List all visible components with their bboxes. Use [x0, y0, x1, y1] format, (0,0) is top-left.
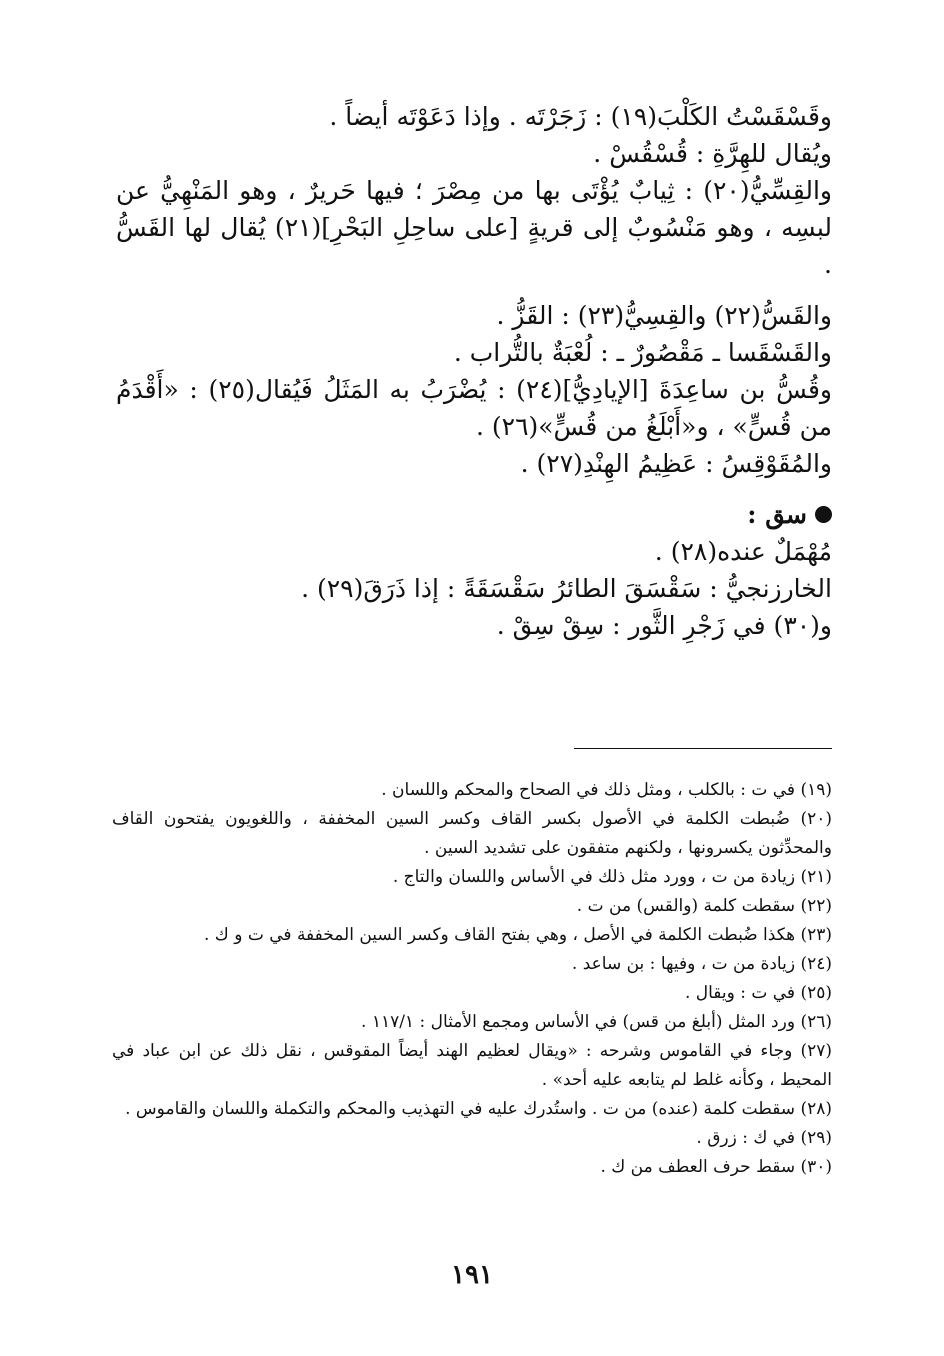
footnote-23: (٢٣) هكذا ضُبطت الكلمة في الأصل ، وهي بفتح القاف وكسر السين المخففة في ت و ك . — [204, 925, 832, 945]
root-heading-saq — [116, 496, 832, 533]
footnote-24: (٢٤) زيادة من ت ، وفيها : بن ساعد . — [571, 954, 832, 974]
entry-alqissi: والقِسِّيُّ(٢٠) : ثِيابٌ يُؤْتَى بها من مِصْرَ ؛ فيها حَريرٌ ، وهو المَنْهِيُّ عن لبسِه ، وهو مَنْسُوبٌ إلى قريةٍ [على ساحِلِ البَحْرِ](٢١) يُقال لها القَسُّ . — [116, 176, 832, 279]
page-number: ١٩١ — [451, 1260, 493, 1290]
entry-saqsaqa: الخارزنجيُّ : سَقْسَقَ الطائرُ سَقْسَقَةً : إذا ذَرَقَ(٢٩) . — [301, 574, 832, 603]
footnote-28: (٢٨) سقطت كلمة (عنده) من ت . واستُدرك عليه في التهذيب والمحكم والتكملة واللسان والقاموس . — [125, 1099, 832, 1119]
footnote-29: (٢٩) في ك : زرق . — [696, 1128, 832, 1148]
entry-alqass-alqazz: والقَسُّ(٢٢) والقِسِيُّ(٢٣) : القَزُّ . — [496, 301, 832, 330]
footnotes — [112, 776, 832, 1182]
footnote-19: (١٩) في ت : بالكلب ، ومثل ذلك في الصحاح والمحكم واللسان . — [381, 780, 832, 800]
entry-zajr-althawr: و(٣٠) في زَجْرِ الثَّور : سِقْ سِقْ . — [496, 611, 832, 640]
footnote-22: (٢٢) سقطت كلمة (والقس) من ت . — [576, 896, 832, 916]
bullet-icon — [815, 506, 832, 523]
entry-qusqus: ويُقال للهِرَّةِ : قُسْقُسْ . — [593, 139, 832, 168]
main-text — [116, 98, 832, 644]
footnote-20: (٢٠) ضُبطت الكلمة في الأصول بكسر القاف وكسر السين المخففة ، واللغويون يفتحون القاف والمحدِّثون يكسرونها ، ولكنهم متفقون على تشديد السين . — [112, 809, 832, 858]
entry-quss-bin-saida: وقُسُّ بن ساعِدَةَ [الإيادِيُّ](٢٤) : يُضْرَبُ به المَثَلُ فَيُقال(٢٥) : «أَقْدَمُ من قُسٍّ» ، و«أَبْلَغُ من قُسٍّ»(٢٦) . — [116, 375, 832, 441]
footnote-30: (٣٠) سقط حرف العطف من ك . — [600, 1157, 832, 1177]
root-heading-label: سق : — [747, 500, 807, 529]
entry-qasqast-alkalb: وقَسْقَسْتُ الكَلْبَ(١٩) : زَجَرْتَه . وإذا دَعَوْتَه أيضاً . — [329, 102, 832, 131]
entry-muhmal: مُهْمَلٌ عنده(٢٨) . — [654, 537, 832, 566]
footnote-25: (٢٥) في ت : ويقال . — [684, 983, 832, 1003]
footnote-26: (٢٦) ورد المثل (أبلغ من قس) في الأساس ومجمع الأمثال : ١١٧/١ . — [361, 1012, 832, 1032]
footnote-21: (٢١) زيادة من ت ، وورد مثل ذلك في الأساس واللسان والتاج . — [392, 867, 832, 887]
footnote-separator — [574, 748, 832, 749]
entry-almuqawqis: والمُقَوْقِسُ : عَظِيمُ الهِنْدِ(٢٧) . — [520, 449, 832, 478]
paragraph-gap — [116, 482, 832, 496]
entry-alqasqasa: والقَسْقَسا ـ مَقْصُورٌ ـ : لُعْبَةٌ بالتُّراب . — [453, 338, 832, 367]
paragraph-gap — [116, 283, 832, 297]
footnote-27: (٢٧) وجاء في القاموس وشرحه : «ويقال لعظيم الهند أيضاً المقوقس ، نقل ذلك عن ابن عباد في المحيط ، وكأنه غلط لم يتابعه عليه أحد» . — [112, 1041, 832, 1090]
